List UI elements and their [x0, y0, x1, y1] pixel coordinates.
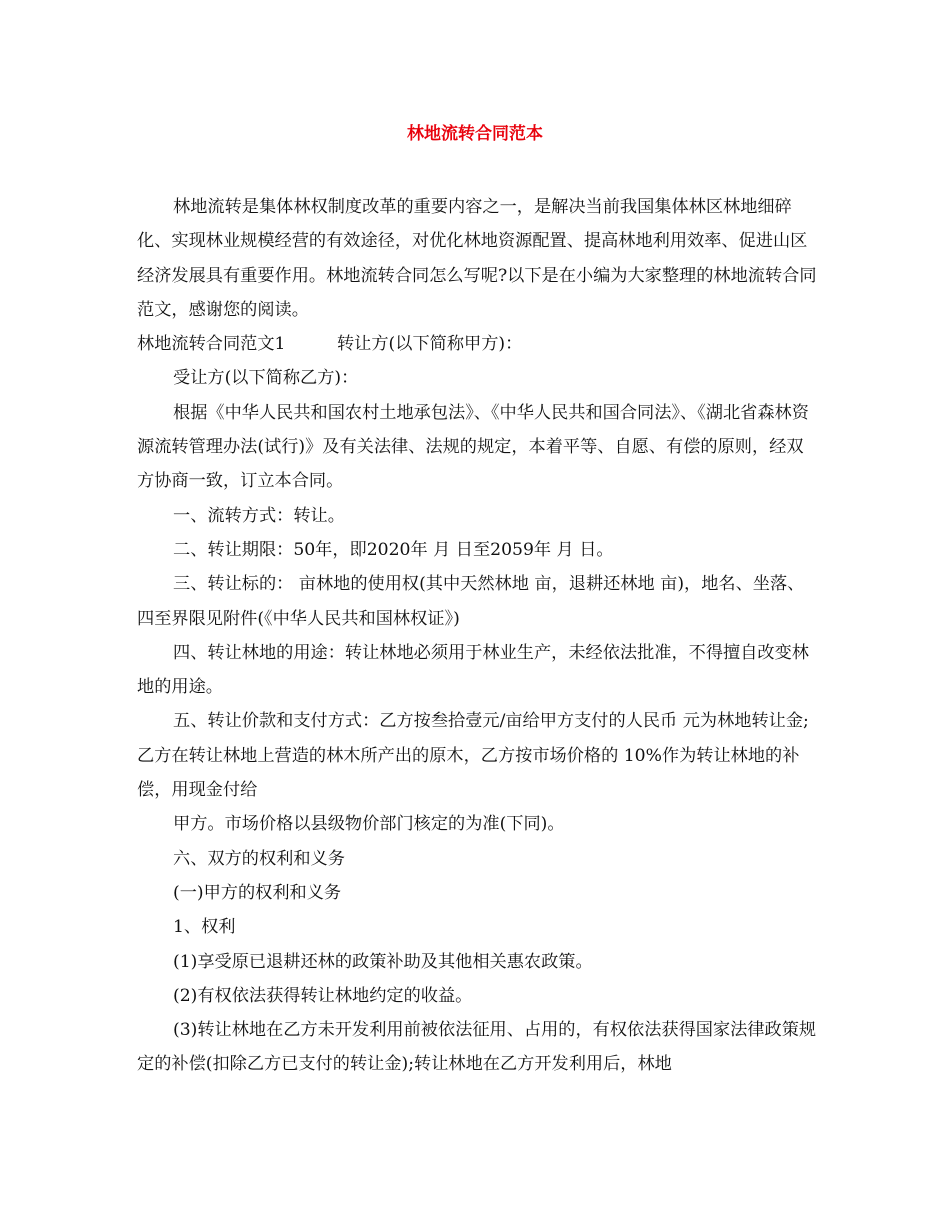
clause-land-use: 四、转让林地的用途：转让林地必须用于林业生产，未经依法批准，不得擅自改变林地的用途。	[137, 642, 809, 698]
clause-transfer-method: 一、流转方式：转让。	[173, 505, 345, 526]
right-item-2: (2)有权依法获得转让林地约定的收益。	[173, 985, 473, 1006]
right-item-1: (1)享受原已退耕还林的政策补助及其他相关惠农政策。	[173, 951, 593, 972]
clause-transfer-subject: 三、转让标的： 亩林地的使用权(其中天然林地 亩，退耕还林地 亩)，地名、坐落、四至界限见附件(《中华人民共和国林权证》)	[137, 574, 805, 629]
right-item-3: (3)转让林地在乙方未开发利用前被依法征用、占用的，有权依法获得国家法律政策规定的补偿(扣除乙方已支付的转让金);转让林地在乙方开发利用后，林地	[137, 1020, 817, 1075]
rights-heading: 1、权利	[173, 917, 236, 938]
transferee-line: 受让方(以下简称乙方)：	[173, 368, 359, 389]
document-body	[137, 190, 817, 1082]
intro-paragraph: 林地流转是集体林权制度改革的重要内容之一，是解决当前我国集体林区林地细碎化、实现林业规模经营的有效途径，对优化林地资源配置、提高林地利用效率、促进山区经济发展具有重要作用。林地流转合同怎么写呢?以下是在小编为大家整理的林地流转合同范文，感谢您的阅读。	[137, 197, 817, 320]
clause-market-price: 甲方。市场价格以县级物价部门核定的为准(下同)。	[173, 814, 565, 835]
contract-heading-line: 林地流转合同范文1 转让方(以下简称甲方)：	[137, 334, 523, 355]
clause-rights-obligations: 六、双方的权利和义务	[173, 848, 345, 869]
legal-basis-paragraph: 根据《中华人民共和国农村土地承包法》、《中华人民共和国合同法》、《湖北省森林资源流转管理办法(试行)》及有关法律、法规的规定，本着平等、自愿、有偿的原则，经双方协商一致，订立本合同。	[137, 402, 809, 492]
clause-payment: 五、转让价款和支付方式：乙方按叁拾壹元/亩给甲方支付的人民币 元为林地转让金;乙方在转让林地上营造的林木所产出的原木，乙方按市场价格的 10%作为转让林地的补偿，用现金付给	[137, 711, 809, 801]
document-title: 林地流转合同范本	[407, 124, 543, 144]
clause-transfer-period: 二、转让期限：50年，即2020年 月 日至2059年 月 日。	[173, 539, 614, 560]
party-a-rights-heading: (一)甲方的权利和义务	[173, 882, 342, 903]
